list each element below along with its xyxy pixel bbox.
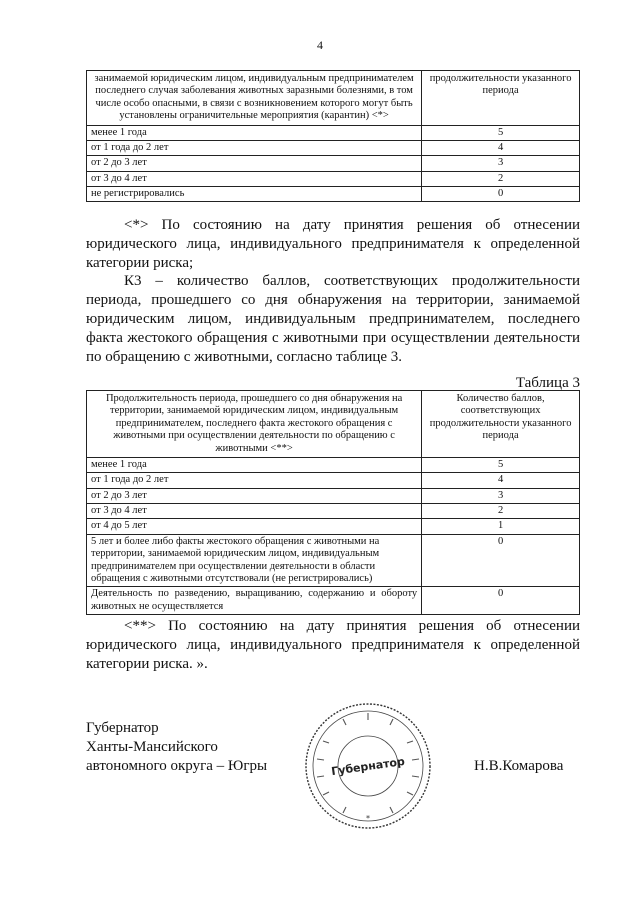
period-cell: от 1 года до 2 лет (87, 473, 422, 488)
score-cell: 2 (422, 171, 580, 186)
official-seal-stamp (303, 701, 433, 831)
table-3-caption: Таблица 3 (515, 375, 580, 391)
period-cell: менее 1 года (87, 125, 422, 140)
page-number: 4 (317, 38, 323, 52)
period-cell: от 2 до 3 лет (87, 488, 422, 503)
score-cell: 1 (422, 519, 580, 534)
signature-region-2: автономного округа – Югры (86, 758, 268, 774)
period-cell: от 3 до 4 лет (87, 504, 422, 519)
table-header-period: Продолжительность периода, прошедшего со дня обнаружения на территории, занимаемой юридическим лицом, индивидуальным предпринимателем, последнего факта жестокого обращения с животными при осуществлении деятельности по обращению с животными <**> (87, 391, 422, 458)
table-3 (86, 390, 580, 615)
table-row (87, 187, 580, 202)
table-header-row (87, 71, 580, 126)
score-cell: 0 (422, 587, 580, 615)
period-cell: от 1 года до 2 лет (87, 140, 422, 155)
table-row (87, 457, 580, 472)
table-header-row (87, 391, 580, 458)
period-cell: Деятельность по разведению, выращиванию, содержанию и обороту животных не осуществляется (87, 587, 422, 615)
k3-paragraph: К3 – количество баллов, соответствующих продолжительности периода, прошедшего со дня обнаружения на территории, занимаемой юридическим лицом, индивидуальным предпринимателем, последнего факта жестокого обращения с животными при осуществлении деятельности по обращению с животными, согласно таблице 3. (86, 273, 580, 365)
svg-text:*: * (366, 814, 370, 823)
footnote-2: <**> По состоянию на дату принятия решения об отнесении юридического лица, индивидуального предпринимателя к определенной категории риска. ». (86, 618, 580, 672)
table-row (87, 156, 580, 171)
signature-name: Н.В.Комарова (474, 758, 564, 774)
period-cell: от 4 до 5 лет (87, 519, 422, 534)
score-cell: 5 (422, 125, 580, 140)
table-row (87, 171, 580, 186)
signature-block (86, 719, 267, 776)
period-cell: не регистрировались (87, 187, 422, 202)
period-cell: от 3 до 4 лет (87, 171, 422, 186)
table-row (87, 125, 580, 140)
table-row (87, 140, 580, 155)
table-row (87, 519, 580, 534)
table-row (87, 534, 580, 587)
score-cell: 5 (422, 457, 580, 472)
table-header-period: занимаемой юридическим лицом, индивидуальным предпринимателем последнего случая заболевания животных заразными болезнями, в том числе особо опасными, в связи с возникновением которого могут быть установлены ограничительные мероприятия (карантин) <*> (87, 71, 422, 126)
score-cell: 3 (422, 488, 580, 503)
score-cell: 2 (422, 504, 580, 519)
table-2 (86, 70, 580, 202)
score-cell: 0 (422, 534, 580, 587)
period-cell: от 2 до 3 лет (87, 156, 422, 171)
score-cell: 3 (422, 156, 580, 171)
table-row (87, 504, 580, 519)
table-header-score: Количество баллов, соответствующих продолжительности указанного периода (422, 391, 580, 458)
score-cell: 4 (422, 140, 580, 155)
period-cell: менее 1 года (87, 457, 422, 472)
table-header-score: продолжительности указанного периода (422, 71, 580, 126)
table-row (87, 587, 580, 615)
period-cell: 5 лет и более либо факты жестокого обращения с животными на территории, занимаемой юридическим лицом, индивидуальным предпринимателем при осуществлении деятельности в области обращения с животными отсутствовали (не регистрировались) (87, 534, 422, 587)
table-row (87, 488, 580, 503)
footnote-1: <*> По состоянию на дату принятия решения об отнесении юридического лица, индивидуального предпринимателя к определенной категории риска; (86, 217, 580, 271)
signature-title: Губернатор (86, 720, 159, 736)
table-row (87, 473, 580, 488)
stamp-label: Губернатор (330, 754, 406, 779)
signature-region: Ханты-Мансийского (86, 739, 218, 755)
score-cell: 4 (422, 473, 580, 488)
score-cell: 0 (422, 187, 580, 202)
